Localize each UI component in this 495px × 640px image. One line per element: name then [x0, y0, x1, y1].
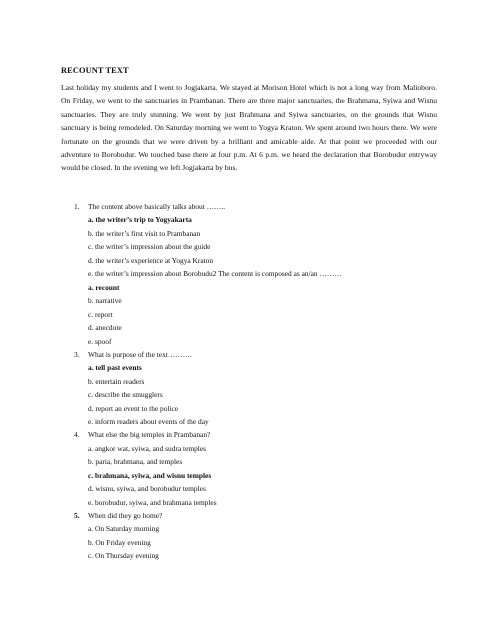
option: b. the writer’s first visit to Prambanan [88, 229, 201, 238]
option: e. spoof [88, 337, 112, 346]
option: c. describe the smugglers [88, 390, 163, 399]
question-number: 1. [74, 202, 80, 211]
document-title: RECOUNT TEXT [61, 66, 129, 75]
option: e. inform readers about events of the day [88, 417, 209, 426]
question-text: What else the big temples in Prambanan? [88, 430, 211, 439]
option: c. On Thursday evening [88, 551, 159, 560]
option: a. angkor wat, syiwa, and sudra temples [88, 444, 207, 453]
option: a. On Saturday morning [88, 524, 160, 533]
option-answer: a. recount [88, 283, 120, 292]
option: b. On Friday evening [88, 538, 151, 547]
question-number: 3. [74, 350, 80, 359]
option: b. narrative [88, 296, 122, 305]
question-number: 4. [74, 430, 80, 439]
option: d. wisnu, syiwa, and borobudur temples [88, 484, 206, 493]
recount-paragraph [61, 81, 437, 175]
option: d. the writer’s experience at Yogya Kraton [88, 256, 214, 265]
option: b. paria, brahmana, and temples [88, 457, 183, 466]
option: b. entertain readers [88, 377, 145, 386]
question-text: What is purpose of the text………. [88, 350, 192, 359]
option: c. the writer’s impression about the guide [88, 242, 211, 251]
question-number: 5. [74, 511, 80, 520]
question-5 [74, 509, 162, 522]
option: c. report [88, 310, 113, 319]
option-answer: a. the writer’s trip to Yogyakarta [88, 215, 192, 224]
question-text: When did they go home? [88, 511, 163, 520]
question-3 [74, 348, 192, 361]
option-answer: a. tell past events [88, 363, 142, 372]
paragraph-text: Last holiday my students and I went to Jogjakarta. We stayed at Morison Hotel which is not a long way from Malioboro. On Friday, we went to the sanctuaries in Prambanan. There are three major sanctuaries, the Brahmana, Syiwa and Wisnu sanctuaries. They are truly stunning. We went by just Brahmana and Syiwa sanctuaries, on the grounds that Wisnu sanctuary is being remodeled. On Saturday morning we went to Yogya Kraton. We spent around two hours there. We were fortunate on the grounds that we were driven by a brilliant and amicable aide. At that point we proceeded with our adventure to Borobudur. We touched base there at four p.m. At 6 p.m. we heard the declaration that Borobudur entryway would be closed. In the evening we left Jogjakarta by bus. [61, 83, 437, 173]
option: e. the writer’s impression about Borobudu2 The content is composed as an/an ……… [88, 269, 342, 278]
option-answer: c. brahmana, syiwa, and wisnu temples [88, 471, 212, 480]
question-text: The content above basically talks about …….. [88, 202, 226, 211]
question-4 [74, 428, 210, 441]
option: d. anecdote [88, 323, 122, 332]
option: d. report an event to the police [88, 404, 179, 413]
option: e. borobudur, syiwa, and brahmana temples [88, 498, 217, 507]
question-1 [74, 200, 225, 213]
